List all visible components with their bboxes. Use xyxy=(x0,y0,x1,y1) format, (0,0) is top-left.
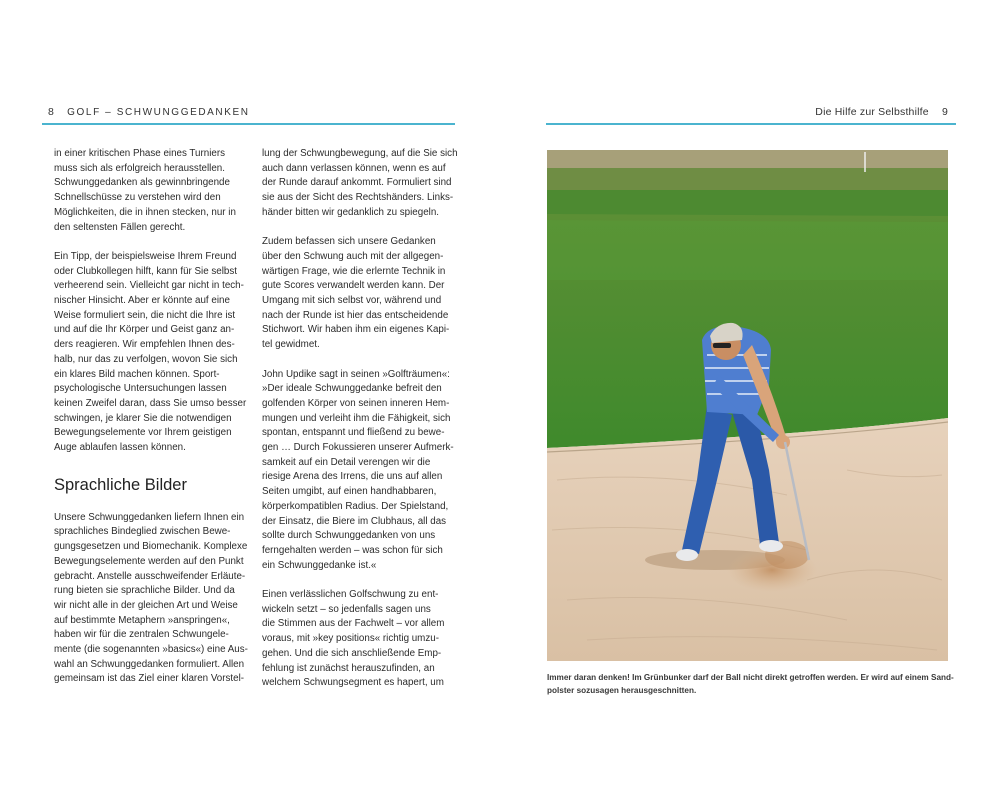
text-line: gebracht. Anstelle ausschweifender Erläute- xyxy=(54,570,246,582)
text-line: fehlung ist zunächst herauszufinden, an xyxy=(262,662,435,674)
text-line: in einer kritischen Phase eines Turniers xyxy=(54,148,225,159)
text-line: welchem Schwungsegment es hapert, um xyxy=(262,677,444,689)
text-line: sprachliches Bindeglied zwischen Bewe- xyxy=(54,526,231,538)
text-line: riesige Arena des Irrens, die uns auf allen xyxy=(262,471,443,483)
text-line: nischer Hinsicht. Aber er könnte auf eine xyxy=(54,295,230,307)
text-line: oder Clubkollegen hilft, kann für Sie selbst xyxy=(54,265,237,277)
text-line: rung bieten sie sprachliche Bilder. Und da xyxy=(54,585,235,597)
text-line: halb, nur das zu verfolgen, wovon Sie sich xyxy=(54,353,238,365)
header-rule-left xyxy=(42,123,455,125)
text-line: Einen verlässlichen Golfschwung zu ent- xyxy=(262,589,439,601)
text-line: tel gewidmet. xyxy=(262,339,320,351)
header-rule-right xyxy=(546,123,956,125)
text-line: mente (die sogenannten »basics«) eine Aus- xyxy=(54,644,248,656)
text-line: »Der ideale Schwunggedanke befreit den xyxy=(262,383,442,395)
text-line: ferngehalten werden – was schon für sich xyxy=(262,544,443,556)
paragraph xyxy=(54,250,254,456)
text-line: wir nicht alle in der gleichen Art und Weise xyxy=(54,599,238,611)
text-line: wahl an Schwunggedanken formuliert. Allen xyxy=(54,658,245,670)
running-title-right: Die Hilfe zur Selbsthilfe xyxy=(815,106,929,118)
text-line: gute Scores verwandelt werden kann. Der xyxy=(262,280,445,292)
right-page xyxy=(500,0,1000,800)
text-line: Zudem befassen sich unsere Gedanken xyxy=(262,236,436,248)
text-line: keinen Zweifel daran, dass Sie umso besser xyxy=(54,397,247,409)
text-line: Schnellschüsse zu verstehen wird den xyxy=(54,192,221,204)
paragraph xyxy=(262,588,462,691)
text-line: Bewegungselemente vor Ihrem geistigen xyxy=(54,427,232,439)
text-line: der Runde darauf ankommt. Formuliert sind xyxy=(262,177,452,189)
text-line: Unsere Schwunggedanken liefern Ihnen ein xyxy=(54,511,245,523)
text-column-1 xyxy=(54,147,254,687)
text-line: lung der Schwungbewegung, auf die Sie sich xyxy=(262,148,458,159)
text-line: über den Schwung auch mit der allgegen- xyxy=(262,250,444,262)
text-line: gemeinsam ist das Ziel einer klaren Vorstel- xyxy=(54,673,245,685)
text-line: körperkompatiblen Radius. Der Spielstand, xyxy=(262,500,449,512)
running-head-left xyxy=(48,106,250,118)
text-line: und auf die Ihr Körper und Geist ganz an- xyxy=(54,324,235,336)
text-line: Umgang mit sich selbst vor, während und xyxy=(262,295,442,307)
text-line: golfenden Körper von seinen inneren Hem- xyxy=(262,397,450,409)
text-line: den seltensten Fällen gerecht. xyxy=(54,221,186,233)
text-line: verheerend sein. Vielleicht gar nicht in tech- xyxy=(54,280,244,292)
paragraph xyxy=(262,147,462,221)
paragraph xyxy=(54,147,254,235)
text-line: händer bitten wir gedanklich zu spiegeln. xyxy=(262,206,439,218)
text-line: Weise formuliert sein, die nicht die Ihre ist xyxy=(54,309,236,321)
text-line: Stichwort. Wir haben ihm ein eigenes Kapi- xyxy=(262,324,450,336)
text-line: muss sich als erfolgreich herausstellen. xyxy=(54,162,225,174)
text-line: auch dann verlassen können, wenn es auf xyxy=(262,162,446,174)
text-line: Seiten umgibt, auf einen handhabbaren, xyxy=(262,486,437,498)
page-number-right: 9 xyxy=(941,106,948,118)
text-line: Immer daran denken! Im Grünbunker darf der Ball nicht direkt getroffen werden. Er wird auf einem Sand- xyxy=(547,673,954,682)
photo-caption xyxy=(547,671,952,697)
running-title-left: GOLF – SCHWUNGGEDANKEN xyxy=(67,107,250,118)
text-line: spontan, entspannt und fließend zu bewe- xyxy=(262,427,445,439)
paragraph xyxy=(54,511,254,687)
running-head-right xyxy=(815,106,948,118)
text-line: gen … Durch Fokussieren unserer Aufmerk- xyxy=(262,442,454,454)
text-line: Auge ablaufen lassen können. xyxy=(54,442,186,454)
text-line: ein klares Bild machen können. Sport- xyxy=(54,368,220,380)
text-line: Möglichkeiten, die in ihnen stecken, nur in xyxy=(54,206,236,218)
text-line: Ein Tipp, der beispielsweise Ihrem Freund xyxy=(54,250,237,262)
text-line: voraus, mit »key positions« richtig umzu- xyxy=(262,633,439,645)
golfer-bunker-photo xyxy=(547,150,948,661)
text-line: die Stimmen aus der Fachwelt – vor allem xyxy=(262,618,445,630)
text-line: Schwunggedanken als gewinnbringende xyxy=(54,177,230,189)
text-line: mungen und verleiht ihm die Fähigkeit, sich xyxy=(262,412,451,424)
subheading: Sprachliche Bilder xyxy=(54,475,187,494)
text-line: sie aus der Sicht des Rechtshänders. Links- xyxy=(262,192,454,204)
golfer-bunker-illustration xyxy=(547,150,948,661)
text-line: haben wir für die zentralen Schwungele- xyxy=(54,629,229,641)
paragraph xyxy=(262,235,462,353)
text-line: wärtigen Frage, wie die erlernte Technik in xyxy=(262,265,446,277)
text-line: samkeit auf ein Detail verengen wir die xyxy=(262,456,431,468)
text-line: ders reagieren. Wir empfehlen Ihnen des- xyxy=(54,339,235,351)
page-number-left: 8 xyxy=(48,106,55,118)
text-column-2 xyxy=(262,147,462,691)
text-line: gehen. Und die sich anschließende Emp- xyxy=(262,647,442,659)
text-line: John Updike sagt in seinen »Golfträumen«: xyxy=(262,368,450,380)
text-line: auf bestimmte Metaphern »anspringen«, xyxy=(54,614,230,626)
text-line: gungsgesetzen und Biomechanik. Komplexe xyxy=(54,541,248,553)
paragraph xyxy=(262,368,462,574)
text-line: polster sozusagen herausgeschnitten. xyxy=(547,686,697,695)
text-line: wickeln setzt – so jedenfalls sagen uns xyxy=(262,603,431,615)
text-line: psychologische Untersuchungen lassen xyxy=(54,383,227,395)
text-line: nach der Runde ist hier das entscheidende xyxy=(262,309,449,321)
text-line: sollte durch Schwunggedanken von uns xyxy=(262,530,436,542)
text-line: der Einsatz, die Biere im Clubhaus, all das xyxy=(262,515,447,527)
text-line: ein Schwunggedanke ist.« xyxy=(262,559,377,571)
text-line: schwingen, je klarer Sie die notwendigen xyxy=(54,412,232,424)
text-line: Bewegungselemente werden auf den Punkt xyxy=(54,555,244,567)
